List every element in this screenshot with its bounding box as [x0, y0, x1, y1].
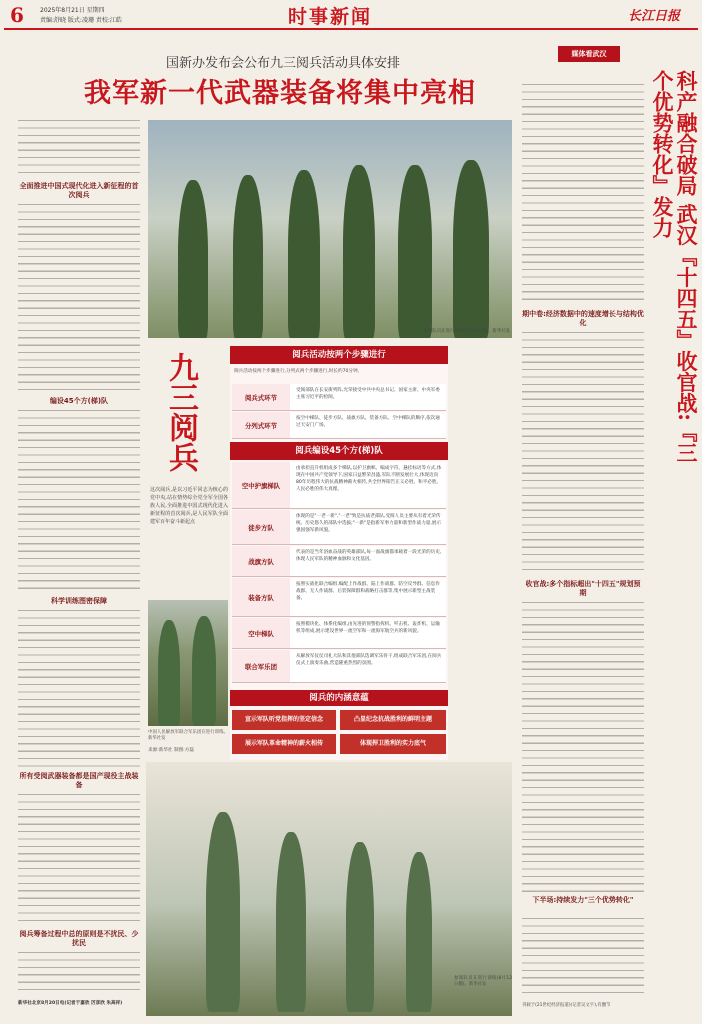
soldier-figure	[288, 170, 320, 338]
body-text	[522, 84, 644, 306]
subhead-right-2: 收官战:多个指标超出"十四五"规划预期	[525, 580, 641, 597]
infobox-row: 空中护旗梯队 由承担直升机组成多个梯队,以护卫旗帜、编成字符、悬挂标语等方式,体现在中国共产党领导下,国家日益繁荣昌盛,军队不断发展壮大,体现迈向80年历程伟大的抗战精神薪火相传,共全世界阳告正义必胜、和平必胜、人民必胜的伟大真理。	[232, 462, 446, 509]
infobox-row: 空中梯队 按照模块化、体系化编组,由先进的预警指挥机、歼击机、轰炸机、运输机等组成,展示建设世界一流空军和一流海军航空兵的新风貌。	[232, 618, 446, 649]
soldier-figure	[398, 165, 432, 338]
meaning-item: 凸显纪念抗战胜利的鲜明主题	[340, 710, 446, 730]
masthead	[0, 0, 702, 30]
body-text	[522, 332, 644, 576]
infobox-row: 徒步方队 体现的是"一老一新","一老"致是抗战老部队,受阅人员主要从有着光荣传统、历史悠久的部队中选拔;"一新"是指新军事力量和新型作战力量,展示强国强军新风貌。	[232, 510, 446, 545]
body-text	[18, 952, 140, 996]
subhead-1: 全面推进中国式现代化进入新征程的首次阅兵	[19, 182, 139, 199]
infobox-lead: 阅兵活动按两个步骤进行,分列式两个步骤进行,时长约70分钟。	[234, 369, 363, 374]
section-title: 时事新闻	[288, 6, 373, 28]
body-text	[18, 120, 140, 178]
infobox-title-3: 阅兵的内涵意蕴	[230, 690, 448, 706]
byline: 新华社北京8月20日电(记者于嘉欣 厉彦欣 朱高祥)	[18, 1001, 123, 1006]
body-text	[18, 410, 140, 590]
right-headline: 科产融合破局 武汉『十四五』收官战:『三个优势转化』发力	[650, 70, 699, 464]
header-rule	[4, 28, 698, 30]
intro-text: 这次阅兵,是以习近平同志为核心的党中央,站在情势综全党全军全国各族人民,全面推进中国式现代化进入新征程的首次阅兵,是人民军队全面建军百年奋斗新起点	[150, 487, 228, 525]
soldier-figure	[276, 832, 306, 1012]
body-text	[18, 794, 140, 924]
body-text	[18, 204, 140, 390]
vertical-title: 九三阅兵	[163, 352, 198, 472]
infobox-title-2: 阅兵编设45个方(梯)队	[230, 442, 448, 460]
page-number: 6	[10, 3, 24, 27]
meaning-item: 体现捍卫胜利的实力底气	[340, 734, 446, 754]
paper-name: 长江日报	[628, 9, 681, 24]
editor-line: 责编:舒晓 版式:凌珊 责校:江皓	[40, 17, 122, 24]
soldier-figure	[178, 180, 208, 338]
soldier-figure	[158, 620, 180, 726]
meaning-item: 宣示军队听党指挥的坚定信念	[232, 710, 336, 730]
infobox-row: 战旗方队 代表的是当年浴血奋战的英雄部队,每一面战旗都承载着一段光荣的历史,体现人民军队的精神血脉和文化基因。	[232, 546, 446, 577]
subhead-2: 编设45个方(梯)队	[49, 397, 109, 405]
soldier-figure	[206, 812, 240, 1012]
band-photo	[148, 600, 228, 726]
photo-caption: 中国人民解放军联合军乐团在进行训练。新华社发	[148, 730, 228, 742]
infobox-title-1: 阅兵活动按两个步骤进行	[230, 346, 448, 364]
photo-caption: 参阅队员在进行训练(8月12日摄)。新华社发	[423, 329, 510, 334]
soldier-figure	[233, 175, 263, 338]
main-headline: 我军新一代武器装备将集中亮相	[84, 78, 476, 109]
date-line: 2025年8月21日 星期四	[40, 7, 105, 14]
infobox-row: 分列式环节 按空中梯队、徒步方队、战旗方队、装备方队、空中梯队的顺序,依次通过天安门广场。	[232, 412, 446, 439]
subhead-3: 科学训练图密保障	[51, 597, 107, 605]
body-text	[18, 610, 140, 768]
infobox-row: 联合军乐团 从解放军仪仗司礼大队和其他部队选调军乐骨干,组成联合军乐团,在阅兵仪式上演奏乐曲,营造隆重热烈的氛围。	[232, 650, 446, 683]
soldier-figure	[453, 160, 489, 338]
right-column	[522, 84, 644, 1014]
photo-caption: 参阅队员在进行训练(8月12日摄)。新华社发	[454, 976, 512, 988]
body-text	[522, 602, 644, 892]
soldier-figure	[406, 852, 432, 1012]
soldier-figure	[343, 165, 375, 338]
subhead-5: 阅兵筹备过程中总的原则是不扰民、少扰民	[19, 930, 139, 947]
photo-credit: 来源:新华社 制图:方磊	[148, 748, 194, 753]
footer-note: 刊载于(21世纪经济报道)(记者吴文宇),有删节	[522, 1003, 611, 1008]
left-column	[18, 120, 140, 1020]
subhead-right-1: 期中卷:经济数据中的速度增长与结构优化	[522, 310, 644, 327]
column-tag: 媒体看武汉	[558, 46, 620, 62]
soldier-figure	[346, 842, 374, 1012]
infobox-row: 阅兵式环节 受阅部队在长安街列阵,光荣接受中共中央总书记、国家主席、中央军委主席习近平的检阅。	[232, 384, 446, 411]
soldier-figure	[192, 616, 216, 726]
subhead-right-3: 下半场:持续发力"三个优势转化"	[532, 896, 634, 904]
meaning-item: 展示军队革命精神的薪火相传	[232, 734, 336, 754]
infobox-row: 装备方队 按照实战化联合编组,编配上作战群、陆上作战群、防空反导群、信息作战群、无人作战群、后装保障群和战略打击群等,集中展示新型主战装备。	[232, 578, 446, 617]
subhead-4: 所有受阅武器装备都是国产现役主战装备	[19, 772, 139, 789]
body-text	[522, 918, 644, 998]
kicker: 国新办发布会公布九三阅兵活动具体安排	[165, 56, 400, 71]
parade-photo	[148, 120, 512, 338]
